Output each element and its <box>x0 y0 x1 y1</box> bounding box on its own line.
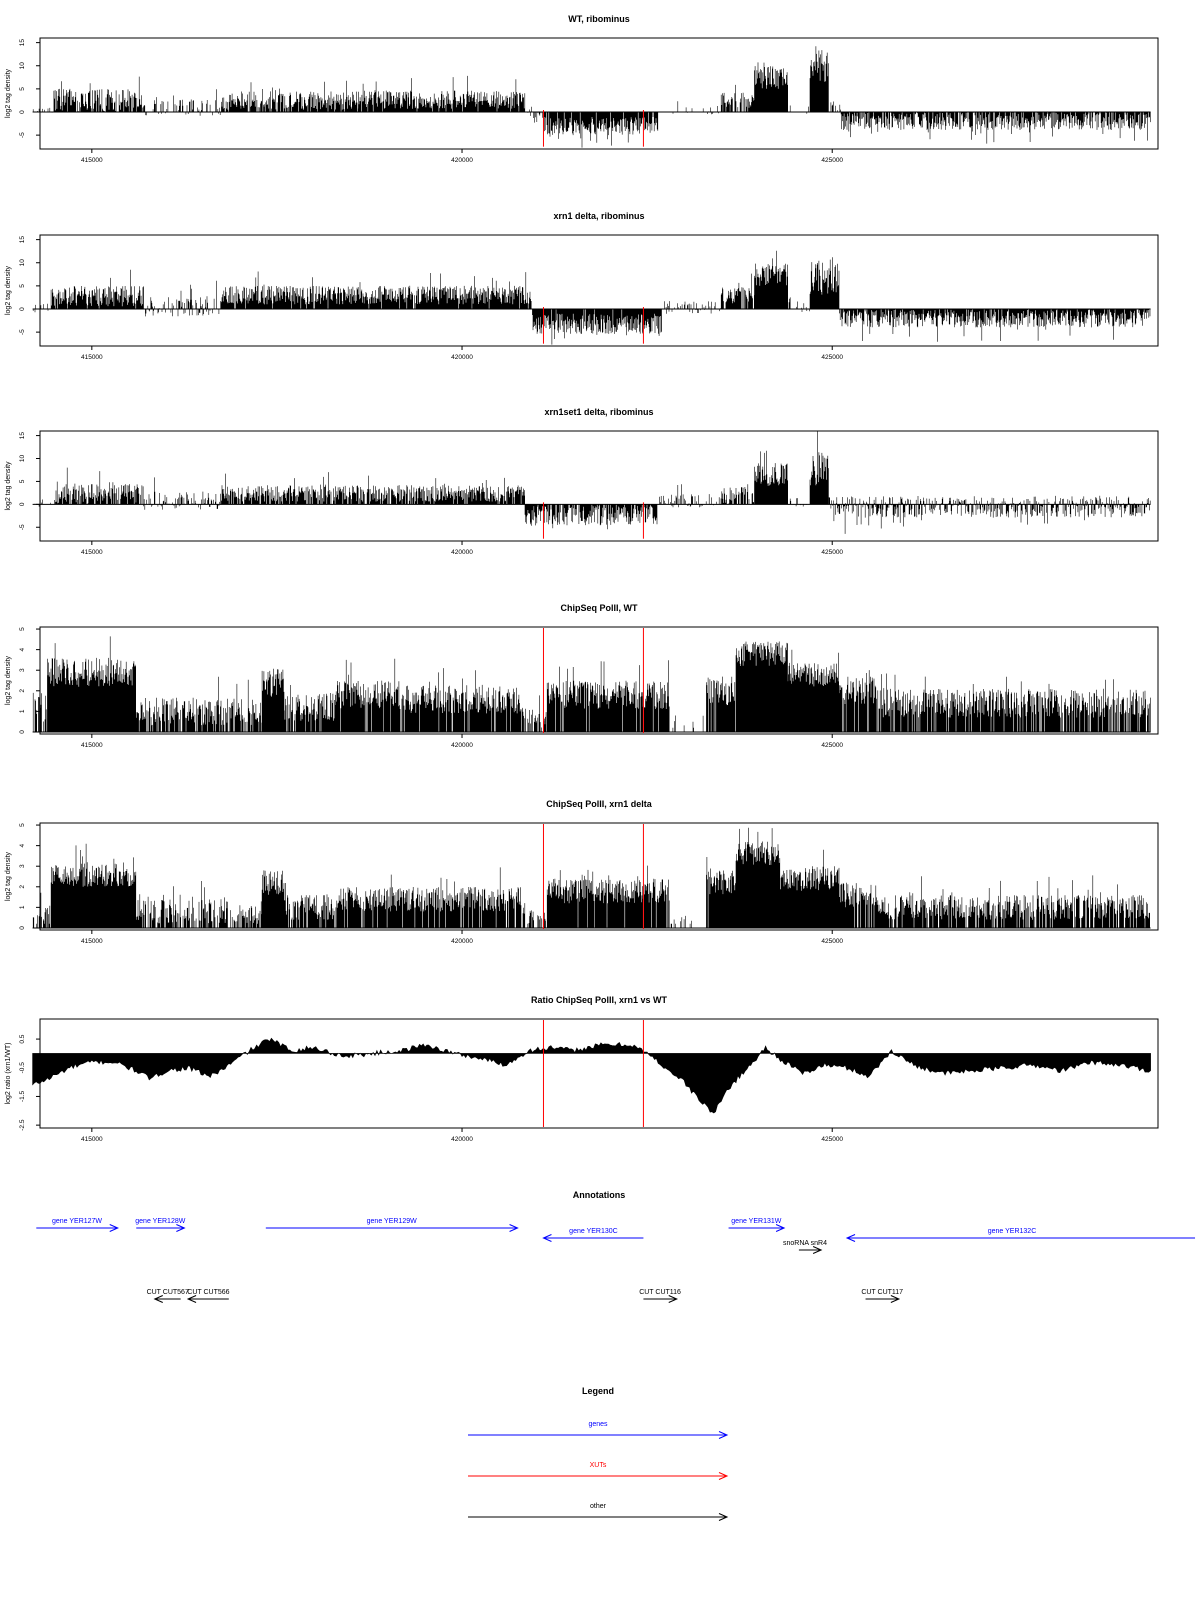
y-axis-label: log2 tag density <box>5 68 12 119</box>
feature-gene-yer131w <box>729 1218 785 1232</box>
panel-title: ChipSeq PolII, xrn1 delta <box>546 799 652 809</box>
x-tick-label: 425000 <box>821 938 844 945</box>
x-tick-label: 425000 <box>821 354 844 361</box>
annotations-title: Annotations <box>572 1190 626 1200</box>
feature-label: gene YER129W <box>366 1218 417 1225</box>
y-tick-label: -2.5 <box>19 1119 26 1131</box>
y-axis-label: log2 tag density <box>5 265 12 316</box>
legend-label: genes <box>588 1421 608 1428</box>
feature-label: CUT CUT567 <box>146 1289 189 1296</box>
y-tick-label: -5 <box>19 524 26 531</box>
panel-chipseq-xrn1 <box>5 799 1158 945</box>
x-tick-label: 420000 <box>451 549 473 556</box>
panel-wt-ribominus <box>5 14 1158 164</box>
y-tick-label: -5 <box>19 132 26 139</box>
signal-bars <box>33 636 1150 732</box>
x-tick-label: 415000 <box>80 938 103 945</box>
y-tick-label: 0 <box>19 502 26 507</box>
y-tick-label: 3 <box>19 864 26 869</box>
feature-label: CUT CUT116 <box>639 1289 681 1296</box>
y-tick-label: 3 <box>19 668 26 673</box>
x-tick-label: 415000 <box>80 354 103 361</box>
x-tick-label: 425000 <box>821 1136 844 1143</box>
y-tick-label: 4 <box>19 647 26 652</box>
x-tick-label: 425000 <box>821 549 844 556</box>
y-tick-label: 2 <box>19 884 26 889</box>
x-tick-label: 420000 <box>451 742 473 749</box>
legend-title: Legend <box>581 1386 615 1396</box>
legend-label: XUTs <box>589 1462 607 1469</box>
panel-chipseq-wt <box>5 603 1158 749</box>
panel-xrn1-ribominus <box>5 211 1158 361</box>
y-tick-label: 5 <box>19 479 26 484</box>
x-tick-label: 420000 <box>451 938 473 945</box>
y-tick-label: 15 <box>19 236 26 244</box>
x-tick-label: 415000 <box>80 549 103 556</box>
feature-label: gene YER131W <box>731 1218 782 1225</box>
feature-label: gene YER127W <box>51 1218 103 1225</box>
feature-label: CUT CUT566 <box>187 1289 230 1296</box>
x-tick-label: 425000 <box>821 157 844 164</box>
feature-gene-yer130c <box>543 1228 643 1242</box>
y-tick-label: 0 <box>19 110 26 114</box>
panel-title: ChipSeq PolII, WT <box>560 603 638 613</box>
feature-cut-cut116 <box>639 1289 681 1303</box>
annotations-panel <box>36 1190 1195 1303</box>
y-tick-label: 10 <box>19 259 26 267</box>
y-tick-label: 1 <box>19 709 26 714</box>
panel-title: xrn1set1 delta, ribominus <box>544 407 654 417</box>
y-tick-label: 10 <box>19 454 26 463</box>
y-tick-label: 2 <box>19 688 26 693</box>
panel-title: xrn1 delta, ribominus <box>553 211 645 221</box>
x-tick-label: 425000 <box>821 742 844 749</box>
feature-label: snoRNA snR4 <box>783 1240 827 1247</box>
feature-snorna-snr4 <box>783 1240 827 1254</box>
feature-label: CUT CUT117 <box>861 1289 904 1296</box>
x-tick-label: 415000 <box>80 1136 103 1143</box>
panel-ratio-chipseq <box>5 995 1158 1143</box>
y-tick-label: 0 <box>19 307 26 311</box>
y-tick-label: 0 <box>19 730 26 734</box>
legend-item-other <box>468 1503 727 1521</box>
y-tick-label: 5 <box>19 823 26 827</box>
feature-cut-cut117 <box>861 1289 903 1303</box>
y-tick-label: 15 <box>19 431 26 440</box>
x-tick-label: 420000 <box>451 354 473 361</box>
panel-title: WT, ribominus <box>568 14 630 24</box>
feature-gene-yer132c <box>847 1228 1195 1242</box>
panel-xrn1set1-ribominus <box>5 407 1158 556</box>
y-axis-label: log2 tag density <box>5 461 12 511</box>
y-tick-label: 15 <box>19 39 26 47</box>
feature-label: gene YER132C <box>987 1228 1037 1235</box>
x-tick-label: 420000 <box>451 1136 473 1143</box>
x-tick-label: 415000 <box>80 742 103 749</box>
y-axis-label: log2 ratio (xrn1/WT) <box>5 1042 12 1105</box>
legend-label: other <box>590 1503 606 1510</box>
feature-gene-yer128w <box>135 1218 185 1232</box>
y-tick-label: 5 <box>19 627 26 631</box>
feature-label: gene YER130C <box>569 1228 618 1235</box>
y-axis-label: log2 tag density <box>5 851 12 902</box>
y-tick-label: 10 <box>19 62 26 70</box>
y-tick-label: -0.5 <box>19 1062 26 1074</box>
plot-frame <box>40 38 1158 149</box>
panel-title: Ratio ChipSeq PolII, xrn1 vs WT <box>530 995 668 1005</box>
feature-gene-yer127w <box>36 1218 117 1232</box>
feature-cut-cut567 <box>147 1289 189 1303</box>
y-tick-label: -1.5 <box>19 1090 26 1103</box>
signal-bars <box>33 828 1150 928</box>
plot-frame <box>40 431 1158 541</box>
legend-panel <box>468 1386 727 1521</box>
y-tick-label: 4 <box>19 843 26 848</box>
x-tick-label: 415000 <box>80 157 103 164</box>
y-tick-label: 0 <box>19 926 26 930</box>
y-tick-label: 1 <box>19 905 26 910</box>
feature-label: gene YER128W <box>135 1218 186 1225</box>
feature-cut-cut566 <box>187 1289 229 1303</box>
y-tick-label: 5 <box>19 284 26 288</box>
signal-bars <box>33 46 1150 147</box>
signal-bars <box>35 431 1150 534</box>
y-tick-label: -5 <box>19 329 26 336</box>
legend-item-xuts <box>468 1462 727 1480</box>
x-tick-label: 420000 <box>451 157 473 164</box>
signal-bars <box>33 251 1150 345</box>
feature-gene-yer129w <box>266 1218 518 1232</box>
y-tick-label: 5 <box>19 87 26 91</box>
y-axis-label: log2 tag density <box>5 655 12 706</box>
legend-item-genes <box>468 1421 727 1439</box>
ratio-area <box>33 1038 1151 1113</box>
y-tick-label: 0.5 <box>19 1034 26 1044</box>
